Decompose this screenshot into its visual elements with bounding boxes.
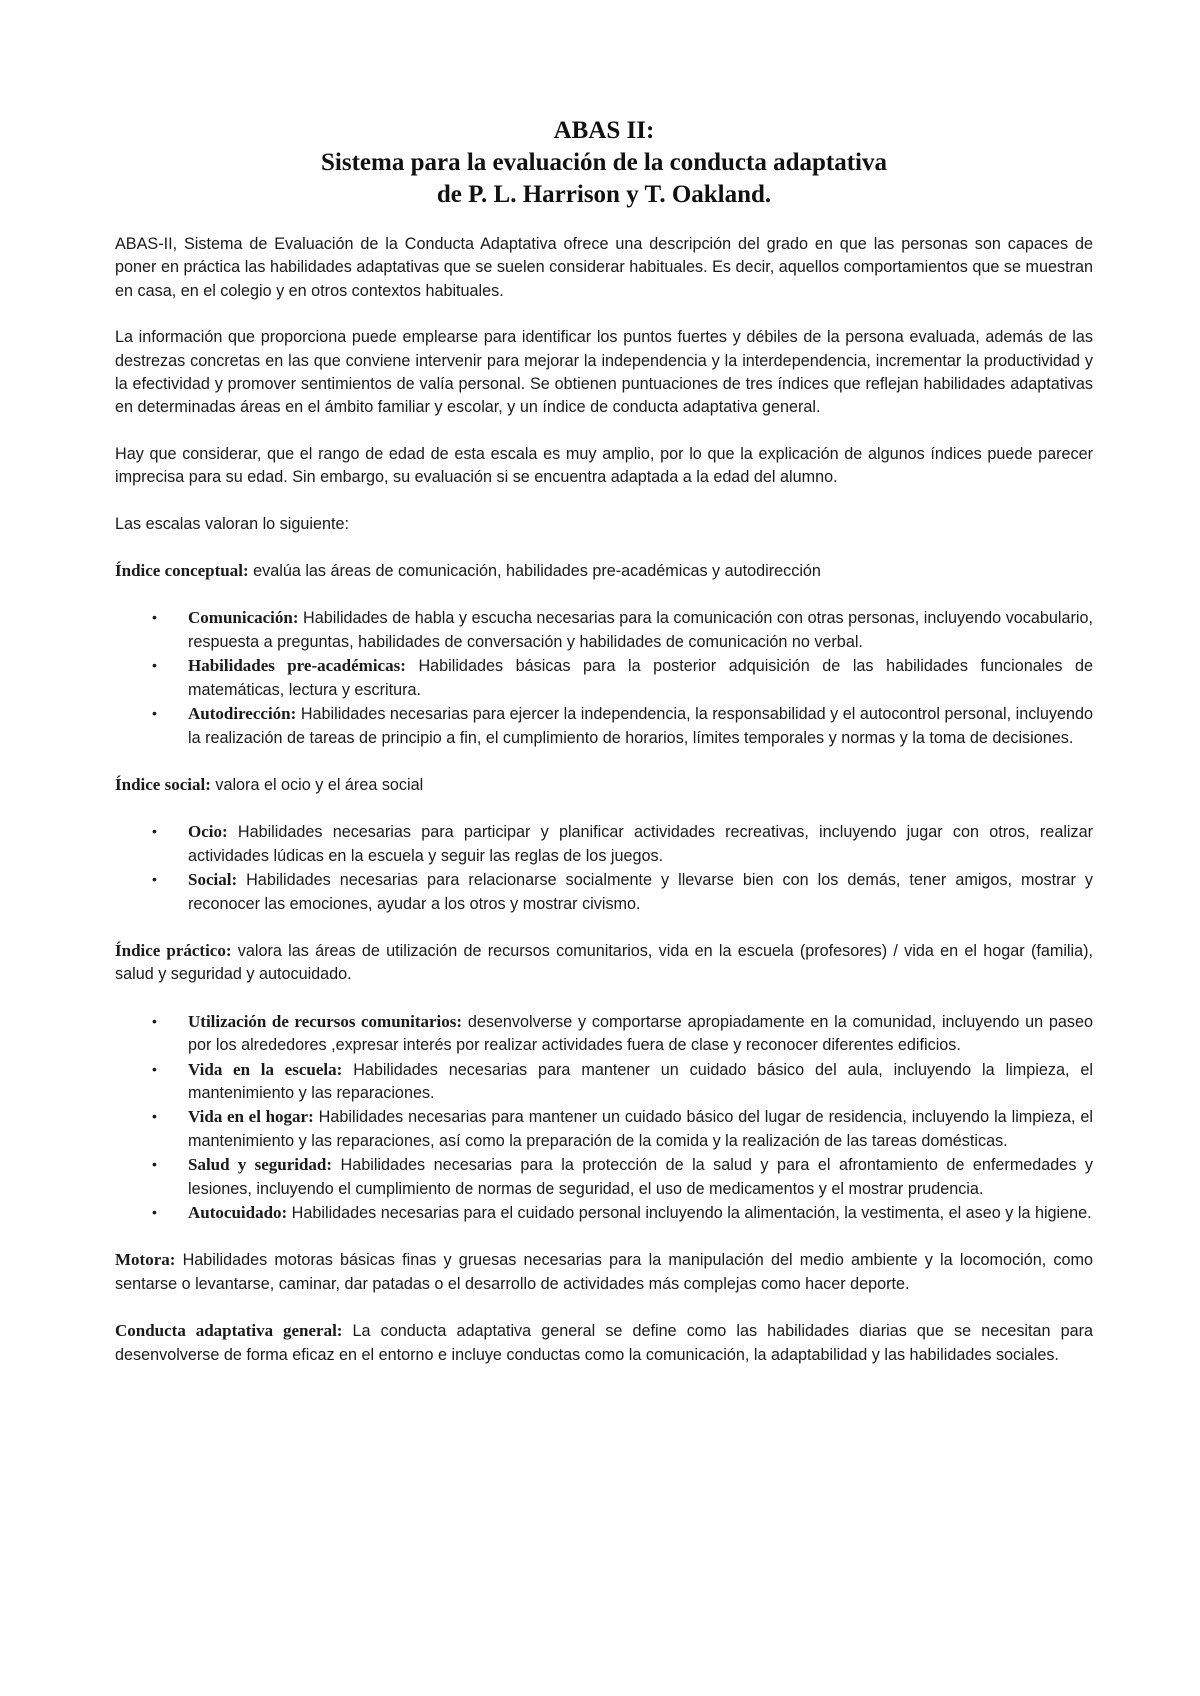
- social-list: [115, 820, 1093, 916]
- bullet-icon: •: [152, 705, 157, 722]
- item-label: Social:: [188, 870, 238, 890]
- item-text: Habilidades necesarias para mantener un cuidado básico del lugar de residencia, incluyendo la limpieza, el mantenimiento y las reparaciones, así como la preparación de la comida y la realización de las tareas domésticas.: [188, 1108, 1093, 1150]
- bullet-icon: •: [152, 1060, 157, 1077]
- bullet-icon: •: [152, 1108, 157, 1125]
- list-item: [115, 1058, 1093, 1106]
- social-text: valora el ocio y el área social: [210, 775, 424, 794]
- item-text: Habilidades de habla y escucha necesarias para la comunicación con otras personas, incluyendo vocabulario, respuesta a preguntas, habilidades de conversación y habilidades de comunicación no verbal.: [188, 609, 1093, 651]
- list-item: [115, 1153, 1093, 1201]
- general-text: La conducta adaptativa general se define como las habilidades diarias que se necesitan para desenvolverse de forma eficaz en el entorno e incluye conductas como la comunicación, la adaptabilidad y las habilidades sociales.: [115, 1322, 1093, 1364]
- item-label: Utilización de recursos comunitarios:: [188, 1011, 463, 1031]
- conceptual-label: Índice conceptual:: [115, 561, 249, 581]
- item-label: Ocio:: [188, 822, 228, 842]
- list-item: [115, 654, 1093, 702]
- practico-text: valora las áreas de utilización de recursos comunitarios, vida en la escuela (profesores) / vida en el hogar (familia), salud y seguridad y autocuidado.: [115, 941, 1094, 984]
- item-text: Habilidades necesarias para relacionarse socialmente y llevarse bien con los demás, tener amigos, mostrar y reconocer las emociones, ayudar a los otros y mostrar civismo.: [188, 871, 1093, 913]
- list-item: [115, 606, 1093, 654]
- intro-paragraph-2: La información que proporciona puede emplearse para identificar los puntos fuertes y débiles de la persona evaluada, además de las destrezas concretas en las que conviene intervenir para mejorar la independencia y la interdependencia, incrementar la productividad y la efectividad y promover sentimientos de valía personal. Se obtienen puntuaciones de tres índices que reflejan habilidades adaptativas en determinadas áreas en el ámbito familiar y escolar, y un índice de conducta adaptativa general.: [115, 328, 1093, 417]
- bullet-icon: •: [152, 1156, 157, 1173]
- bullet-icon: •: [152, 657, 157, 674]
- item-text: Habilidades necesarias para el cuidado personal incluyendo la alimentación, la vestimenta, el aseo y la higiene.: [287, 1204, 1092, 1222]
- bullet-icon: •: [152, 1012, 157, 1029]
- list-item: [115, 1201, 1093, 1225]
- social-heading: [115, 773, 1093, 797]
- item-label: Vida en el hogar:: [188, 1107, 314, 1127]
- intro-paragraph-4: Las escalas valoran lo siguiente:: [115, 514, 349, 533]
- practico-label: Índice práctico:: [115, 940, 232, 960]
- conceptual-heading: [115, 559, 1093, 583]
- item-text: Habilidades necesarias para participar y planificar actividades recreativas, incluyendo jugar con otros, realizar actividades lúdicas en la escuela y seguir las reglas de los juegos.: [188, 823, 1093, 865]
- bullet-icon: •: [152, 871, 157, 888]
- title-line-2: Sistema para la evaluación de la conducta adaptativa: [321, 149, 887, 176]
- item-label: Comunicación:: [188, 608, 299, 628]
- conceptual-text: evalúa las áreas de comunicación, habilidades pre-académicas y autodirección: [248, 562, 821, 581]
- item-label: Autocuidado:: [188, 1203, 288, 1222]
- practico-heading: [115, 939, 1093, 987]
- motora-paragraph: [115, 1248, 1093, 1296]
- list-item: [115, 1010, 1093, 1058]
- practico-list: [115, 1010, 1093, 1226]
- item-text: Habilidades necesarias para mantener un cuidado básico del aula, incluyendo la limpieza, el mantenimiento y las reparaciones.: [188, 1060, 1094, 1102]
- item-label: Habilidades pre-académicas:: [188, 656, 406, 676]
- general-label: Conducta adaptativa general:: [115, 1321, 343, 1341]
- list-item: [115, 702, 1093, 750]
- item-text: desenvolverse y comportarse apropiadamente en la comunidad, incluyendo un paseo por los alrededores ,expresar interés por realizar actividades fuera de clase y reconocer diferentes edificios.: [188, 1012, 1093, 1055]
- title-line-3: de P. L. Harrison y T. Oakland.: [436, 181, 772, 208]
- social-label: Índice social:: [115, 774, 211, 794]
- title-line-1: ABAS II:: [553, 117, 655, 144]
- intro-paragraph-1: ABAS-II, Sistema de Evaluación de la Conducta Adaptativa ofrece una descripción del grado en que las personas son capaces de poner en práctica las habilidades adaptativas que se suelen considerar habituales. Es decir, aquellos comportamientos que se muestran en casa, en el colegio y en otros contextos habituales.: [115, 235, 1093, 300]
- document-title: [115, 115, 1093, 211]
- conceptual-list: [115, 606, 1093, 749]
- item-text: Habilidades necesarias para ejercer la independencia, la responsabilidad y el autocontrol personal, incluyendo la realización de tareas de principio a fin, el cumplimiento de horarios, límites temporales y normas y la toma de decisiones.: [188, 705, 1093, 747]
- motora-label: Motora:: [115, 1250, 176, 1270]
- bullet-icon: •: [152, 609, 157, 626]
- document-page: [115, 115, 1093, 1390]
- item-label: Autodirección:: [188, 704, 297, 724]
- item-text: Habilidades necesarias para la protección de la salud y para el afrontamiento de enfermedades y lesiones, incluyendo el cumplimiento de normas de seguridad, el uso de medicamentos y el mostrar prudencia.: [188, 1156, 1093, 1198]
- list-item: [115, 868, 1093, 916]
- item-label: Vida en la escuela:: [188, 1059, 343, 1079]
- list-item: [115, 1105, 1093, 1153]
- bullet-icon: •: [152, 823, 157, 840]
- bullet-icon: •: [152, 1204, 157, 1220]
- list-item: [115, 820, 1093, 868]
- motora-text: Habilidades motoras básicas finas y gruesas necesarias para la manipulación del medio ambiente y la locomoción, como sentarse o levantarse, caminar, dar patadas o el desarrollo de actividades más complejas como hacer deporte.: [115, 1251, 1093, 1293]
- intro-paragraph-3: Hay que considerar, que el rango de edad de esta escala es muy amplio, por lo que la explicación de algunos índices puede parecer imprecisa para su edad. Sin embargo, su evaluación si se encuentra adaptada a la edad del alumno.: [115, 444, 1093, 487]
- item-label: Salud y seguridad:: [188, 1155, 333, 1175]
- item-text: Habilidades básicas para la posterior adquisición de las habilidades funcionales de matemáticas, lectura y escritura.: [188, 657, 1093, 699]
- general-paragraph: [115, 1319, 1093, 1367]
